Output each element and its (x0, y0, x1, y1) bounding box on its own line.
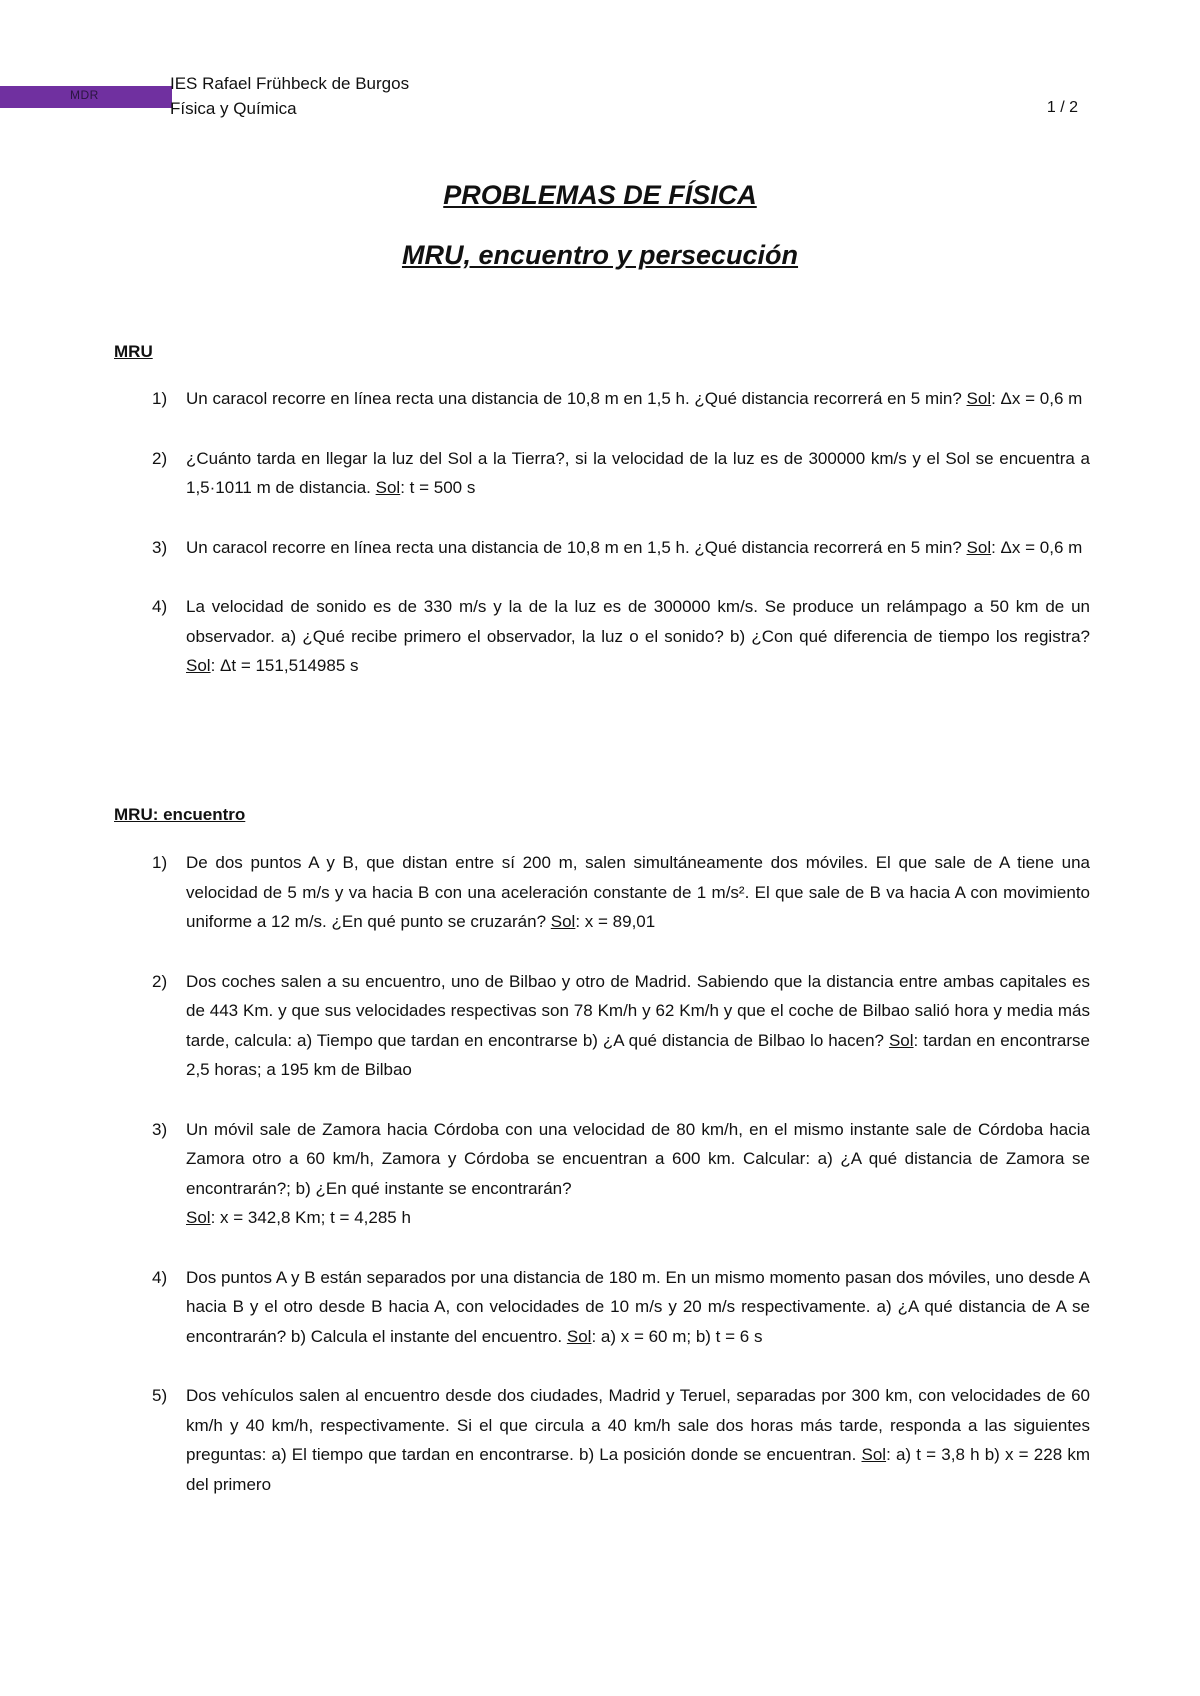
problem-text: ¿Cuánto tarda en llegar la luz del Sol a la Tierra?, si la velocidad de la luz es de 300000 km/s y el Sol se encuentra a 1,5·1011 m de distancia. (186, 448, 1090, 497)
problem-number: 5) (152, 1386, 168, 1405)
problem-number: 2) (152, 971, 168, 991)
problem-number: 1) (152, 853, 168, 872)
problem-text: Dos puntos A y B están separados por una distancia de 180 m. En un mismo momento pasan dos móviles, uno desde A hacia B y el otro desde B hacia A, con velocidades de 10 m/s y 20 m/s respectivamente. a) ¿A qué distancia de A se encontrarán? b) Calcula el instante del encuentro. (186, 1267, 1090, 1346)
solution-text: : a) t = 3,8 h b) x = 228 km del primero (186, 1445, 1090, 1494)
problem-text: Un caracol recorre en línea recta una distancia de 10,8 m en 1,5 h. ¿Qué distancia recorrerá en 5 min? (186, 537, 967, 557)
solution-text: : t = 500 s (400, 478, 476, 497)
solution-label: Sol (861, 1445, 887, 1464)
problem-number: 3) (152, 1119, 168, 1139)
solution-text: : Δx = 0,6 m (991, 389, 1083, 408)
header-tab-label: MDR (70, 88, 99, 102)
school-name: IES Rafael Frühbeck de Burgos (170, 74, 410, 93)
problem-item (144, 592, 1090, 681)
problem-text: Dos vehículos salen al encuentro desde dos ciudades, Madrid y Teruel, separadas por 300 km, con velocidades de 60 km/h y 40 km/h, respectivamente. Si el que circula a 40 km/h sale dos horas más tarde, responda a las siguientes preguntas: a) El tiempo que tardan en encontrarse. b) La posición donde se encuentran. (186, 1386, 1090, 1464)
problem-number: 2) (152, 448, 168, 468)
solution-text: : Δx = 0,6 m (991, 537, 1083, 557)
solution-label: Sol (966, 389, 992, 408)
problem-text: La velocidad de sonido es de 330 m/s y la de la luz es de 300000 km/s. Se produce un relámpago a 50 km de un observador. a) ¿Qué recibe primero el observador, la luz o el sonido? b) ¿Con qué diferencia de tiempo los registra? (186, 597, 1090, 646)
problem-text: Dos coches salen a su encuentro, uno de Bilbao y otro de Madrid. Sabiendo que la distancia entre ambas capitales es de 443 Km. y que sus velocidades respectivas son 78 Km/h y 62 Km/h y que el coche de Bilbao salió hora y media más tarde, calcula: a) Tiempo que tardan en encontrarse b) ¿A qué distancia de Bilbao lo hacen? (186, 971, 1090, 1050)
section-heading-mru: MRU (114, 342, 153, 361)
solution-label: Sol (186, 1208, 211, 1227)
section-heading-encuentro: MRU: encuentro (114, 805, 246, 824)
problem-number: 4) (152, 1267, 168, 1287)
problem-item (144, 533, 1090, 563)
problem-text: Un caracol recorre en línea recta una distancia de 10,8 m en 1,5 h. ¿Qué distancia recorrerá en 5 min? (186, 389, 967, 408)
subject-name: Física y Química (170, 99, 297, 118)
problem-item (144, 1115, 1090, 1233)
problem-number: 3) (152, 537, 168, 557)
problem-number: 4) (152, 597, 168, 616)
problem-item (144, 967, 1090, 1085)
solution-text: : x = 89,01 (575, 912, 656, 931)
solution-text: : x = 342,8 Km; t = 4,285 h (210, 1208, 411, 1227)
problem-list-encuentro (144, 848, 1090, 1529)
problem-number: 1) (152, 389, 168, 408)
solution-label: Sol (566, 1326, 592, 1346)
solution-label: Sol (186, 656, 211, 675)
problem-item (144, 1381, 1090, 1499)
problem-list-mru (144, 384, 1090, 711)
solution-text: : a) x = 60 m; b) t = 6 s (591, 1326, 763, 1346)
problem-text: De dos puntos A y B, que distan entre sí 200 m, salen simultáneamente dos móviles. El que sale de A tiene una velocidad de 5 m/s y va hacia B con una aceleración constante de 1 m/s². El que sale de B va hacia A con movimiento uniforme a 12 m/s. ¿En qué punto se cruzarán? (186, 853, 1090, 931)
page-subtitle: MRU, encuentro y persecución (401, 240, 799, 270)
problem-item (144, 384, 1090, 414)
solution-label: Sol (966, 537, 992, 557)
problem-item (144, 444, 1090, 503)
page-title: PROBLEMAS DE FÍSICA (443, 180, 757, 210)
solution-label: Sol (375, 478, 401, 497)
page-number: 1 / 2 (1046, 99, 1078, 116)
problem-text: Un móvil sale de Zamora hacia Córdoba con una velocidad de 80 km/h, en el mismo instante sale de Córdoba hacia Zamora otro a 60 km/h, Zamora y Córdoba se encuentran a 600 km. Calcular: a) ¿A qué distancia de Zamora se encontrarán?; b) ¿En qué instante se encontrarán? (186, 1119, 1090, 1198)
solution-text: : Δt = 151,514985 s (210, 656, 359, 675)
problem-item (144, 1263, 1090, 1352)
problem-item (144, 848, 1090, 937)
solution-text: : tardan en encontrarse 2,5 horas; a 195 km de Bilbao (186, 1030, 1091, 1079)
solution-label: Sol (550, 912, 576, 931)
solution-label: Sol (888, 1030, 914, 1050)
